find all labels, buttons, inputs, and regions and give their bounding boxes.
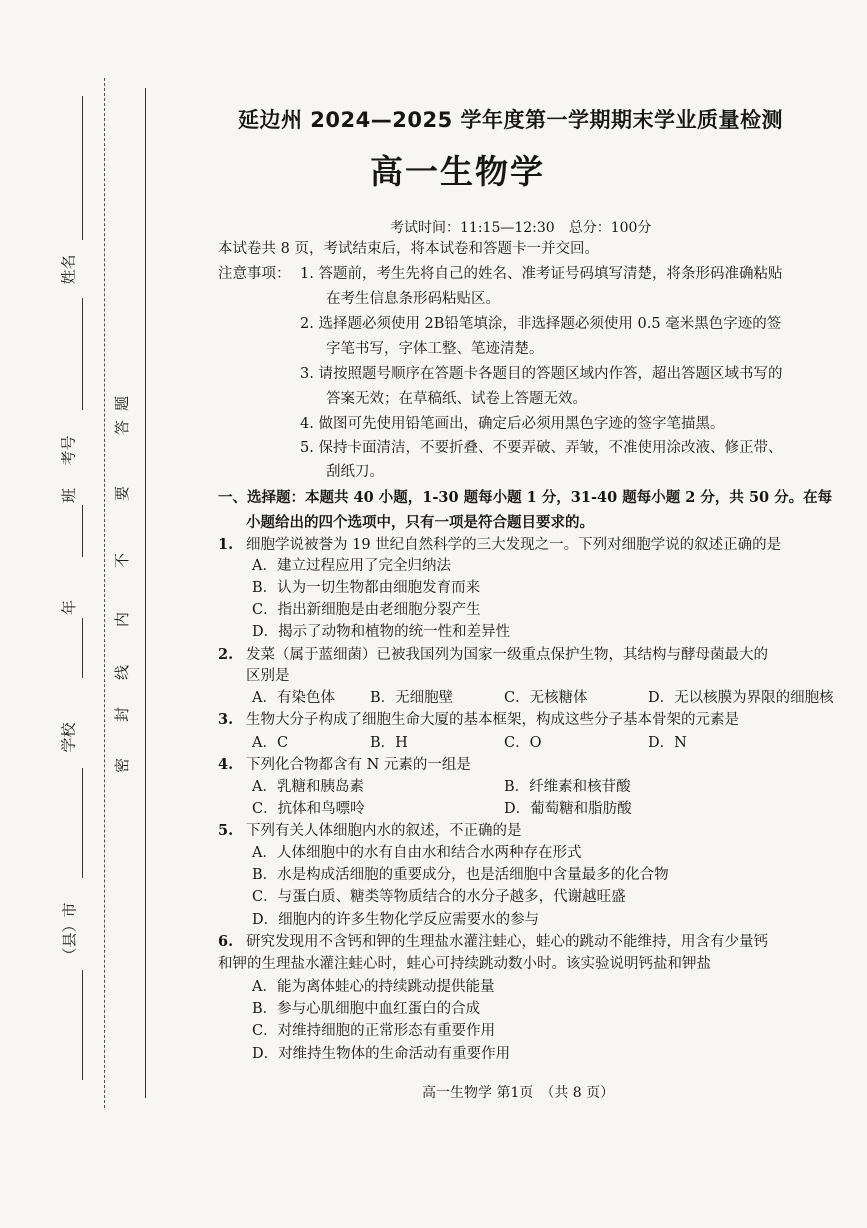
- option-row: [252, 733, 852, 753]
- option: C．O: [504, 735, 542, 751]
- question-stem: 下列化合物都含有 N 元素的一组是: [246, 757, 471, 773]
- option: D．对维持生物体的生命活动有重要作用: [252, 1046, 511, 1062]
- exam-no-label: 考号: [59, 435, 78, 466]
- page-footer: 高一生物学 第1页 （共 8 页）: [422, 1085, 615, 1101]
- question-stem: 研究发现用不含钙和钾的生理盐水灌注蛙心，蛙心的跳动不能维持，用含有少量钙: [246, 934, 768, 950]
- option: A．C: [252, 735, 289, 751]
- question-stem: 下列有关人体细胞内水的叙述，不正确的是: [246, 823, 522, 839]
- note-item: 4. 做图可先使用铅笔画出，确定后必须用黑色字迹的签字笔描黑。: [300, 416, 725, 432]
- option: D．无以核膜为界限的细胞核: [648, 690, 834, 706]
- option: B．纤维素和核苷酸: [504, 779, 631, 795]
- option: A．乳糖和胰岛素: [252, 779, 364, 795]
- question-stem: 区别是: [246, 668, 290, 684]
- question-number: 5.: [218, 822, 234, 839]
- question-stem: 和钾的生理盐水灌注蛙心时，蛙心可持续跳动数小时。该实验说明钙盐和钾盐: [218, 956, 711, 972]
- question-number: 3.: [218, 711, 234, 728]
- option: C．指出新细胞是由老细胞分裂产生: [252, 602, 481, 618]
- city-label: （县）市: [60, 902, 79, 963]
- question-stem: 发菜（属于蓝细菌）已被我国列为国家一级重点保护生物，其结构与酵母菌最大的: [246, 647, 768, 663]
- note-item: 刮纸刀。: [326, 464, 384, 480]
- note-item: 3. 请按照题号顺序在答题卡各题目的答题区域内作答，超出答题区域书写的: [300, 366, 783, 382]
- seal-char: 线: [113, 664, 132, 681]
- seal-char: 内: [113, 611, 132, 628]
- option: A．建立过程应用了完全归纳法: [252, 558, 451, 574]
- note-item: 2. 选择题必须使用 2B铅笔填涂，非选择题必须使用 0.5 毫米黑色字迹的签: [300, 316, 782, 332]
- notes-label: 注意事项：: [218, 266, 291, 282]
- question-number: 1.: [218, 536, 234, 553]
- option: C．抗体和鸟嘌呤: [252, 801, 365, 817]
- seal-char: 封: [113, 706, 132, 723]
- class-label: 班: [60, 487, 79, 504]
- seal-char: 题: [113, 395, 132, 412]
- option: A．人体细胞中的水有自由水和结合水两种存在形式: [252, 845, 582, 861]
- question-stem: 生物大分子构成了细胞生命大厦的基本框架，构成这些分子基本骨架的元素是: [246, 712, 739, 728]
- option: A．能为离体蛙心的持续跳动提供能量: [252, 979, 495, 995]
- school-blank[interactable]: [82, 768, 83, 878]
- instructions-intro: 本试卷共 8 页，考试结束后，将本试卷和答题卡一并交回。: [218, 241, 599, 257]
- margin-dashed-rule: [104, 78, 105, 1108]
- class-blank[interactable]: [82, 505, 83, 557]
- exam-no-blank[interactable]: [82, 298, 83, 410]
- note-item: 5. 保持卡面清洁，不要折叠、不要弄破、弄皱，不准使用涂改液、修正带、: [300, 440, 783, 456]
- question-number: 2.: [218, 646, 234, 663]
- option: D．葡萄糖和脂肪酸: [504, 801, 632, 817]
- option: C．对维持细胞的正常形态有重要作用: [252, 1023, 496, 1039]
- grade-label: 年: [60, 599, 79, 616]
- note-item: 字笔书写，字体工整、笔迹清楚。: [326, 341, 544, 357]
- option: B．参与心肌细胞中血红蛋白的合成: [252, 1001, 481, 1017]
- seal-char: 密: [113, 757, 132, 774]
- option-row: [252, 688, 852, 708]
- option: B．认为一切生物都由细胞发育而来: [252, 580, 481, 596]
- subject-title: 高一生物学: [370, 152, 545, 191]
- option: B．水是构成活细胞的重要成分，也是活细胞中含量最多的化合物: [252, 867, 669, 883]
- note-item: 答案无效；在草稿纸、试卷上答题无效。: [326, 391, 587, 407]
- option: D．N: [648, 735, 687, 751]
- margin-solid-rule: [145, 88, 146, 1098]
- exam-title: 延边州 2024—2025 学年度第一学期期末学业质量检测: [238, 108, 784, 132]
- name-blank[interactable]: [82, 96, 83, 240]
- school-label: 学校: [59, 722, 78, 753]
- option: D．细胞内的许多生物化学反应需要水的参与: [252, 912, 540, 928]
- option: A．有染色体: [252, 690, 335, 706]
- note-item: 在考生信息条形码粘贴区。: [326, 291, 500, 307]
- section-header-cont: 小题给出的四个选项中，只有一项是符合题目要求的。: [246, 514, 594, 531]
- seal-char: 答: [113, 419, 132, 436]
- grade-blank[interactable]: [82, 618, 83, 678]
- option: C．与蛋白质、糖类等物质结合的水分子越多，代谢越旺盛: [252, 889, 626, 905]
- note-item: 1. 答题前，考生先将自己的姓名、准考证号码填写清楚，将条形码准确粘贴: [300, 266, 783, 282]
- option: D．揭示了动物和植物的统一性和差异性: [252, 624, 511, 640]
- option: C．无核糖体: [504, 690, 588, 706]
- seal-char: 要: [113, 485, 132, 502]
- city-blank[interactable]: [82, 970, 83, 1080]
- seal-char: 不: [113, 552, 132, 569]
- question-number: 6.: [218, 933, 234, 950]
- option-row: [252, 777, 852, 797]
- question-stem: 细胞学说被誉为 19 世纪自然科学的三大发现之一。下列对细胞学说的叙述正确的是: [246, 537, 782, 553]
- question-number: 4.: [218, 756, 234, 773]
- name-label: 姓名: [59, 254, 78, 285]
- option: B．无细胞壁: [370, 690, 454, 706]
- option-row: [252, 799, 852, 819]
- exam-info: 考试时间：11:15—12:30 总分：100分: [390, 220, 652, 236]
- option: B．H: [370, 735, 408, 751]
- section-header: 一、选择题：本题共 40 小题，1-30 题每小题 1 分，31-40 题每小题 2 分，共 50 分。在每: [218, 489, 833, 506]
